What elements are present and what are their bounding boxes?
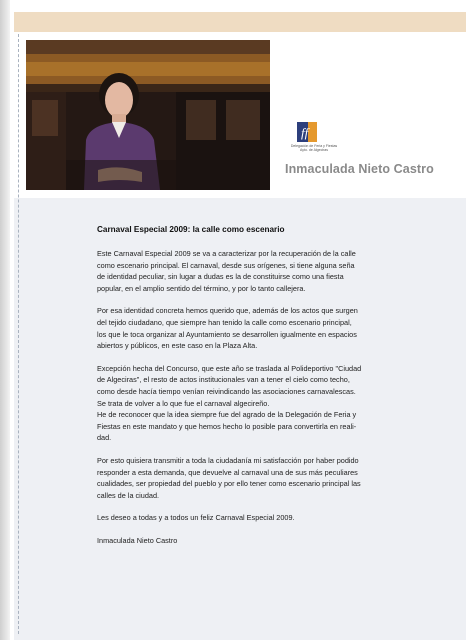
svg-text:ff: ff [301,125,309,140]
paragraph [97,512,407,524]
logo-caption [284,144,344,152]
paragraph-line: Por esa identidad concreta hemos querido que, además de los actos que surgen [97,306,358,316]
paragraph-line: como escenario principal. El carnaval, desde sus orígenes, si tiene alguna seña [97,260,355,270]
paragraph-line: He de reconocer que la idea siempre fue del agrado de la Delegación de Feria y [97,410,357,420]
portrait-photo [26,40,270,190]
paragraph-line: popular, en el amplio sentido del término, y por lo tanto callejera. [97,283,306,293]
paragraph-line: calles de la ciudad. [97,490,160,500]
paragraph-line: Por esto quisiera transmitir a toda la ciudadanía mi satisfacción por haber podido [97,455,359,465]
paragraph-line: Fiestas en este mandato y que hemos hecho lo posible para convertirla en reali- [97,421,357,431]
paragraph-line: dad. [97,433,112,443]
paragraph-line: Les deseo a todas y a todos un feliz Carnaval Especial 2009. [97,513,295,523]
portrait-illustration [26,40,270,190]
paragraph-line: Se trata de volver a lo que fue el carnaval algecireño. [97,398,270,408]
paragraph-line: como desde hacía tiempo venían reivindicando las asociaciones carnavalescas. [97,386,356,396]
paragraph-line: los que le toca organizar al Ayuntamiento se desarrollen igualmente en espacios [97,329,357,339]
logo-caption-line-1: Delegación de Feria y Fiestas [290,144,338,148]
ff-monogram-logo-icon [297,122,317,142]
article-title: Carnaval Especial 2009: la calle como escenario [97,225,285,234]
logo-caption-line-2: Ayto. de Algeciras [300,148,328,152]
paragraph-line: del tejido ciudadano, que siempre han tenido la calle como escenario principal, [97,317,352,327]
paragraph-line: de identidad peculiar, sin lugar a dudas es la de constituirse como una fiesta [97,272,344,282]
paragraph-line: abiertos y públicos, en este caso en la Plaza Alta. [97,341,258,351]
page-edge-shadow [0,0,10,640]
paragraph-line: Excepción hecha del Concurso, que este año se traslada al Polideportivo "Ciudad [97,363,362,373]
signature: Inmaculada Nieto Castro [97,535,178,545]
paragraph-line: Este Carnaval Especial 2009 se va a caracterizar por la recuperación de la calle [97,249,356,258]
paragraph-line: responder a esta demanda, que devuelve al carnaval una de sus más peculiares [97,467,358,477]
article-body [97,224,407,546]
fold-guide-line [18,34,19,634]
delegation-logo [284,122,344,156]
author-name-heading: Inmaculada Nieto Castro [285,162,434,176]
top-color-band [14,12,466,32]
paragraph [97,455,407,501]
paragraph [97,248,407,294]
paragraph-line: cualidades, ser propiedad del pueblo y por ello tener como escenario principal las [97,479,361,489]
paragraph-line: de Algeciras", el resto de actos institucionales van a tener el cielo como techo, [97,375,350,385]
paragraph [97,363,407,444]
paragraph [97,305,407,351]
